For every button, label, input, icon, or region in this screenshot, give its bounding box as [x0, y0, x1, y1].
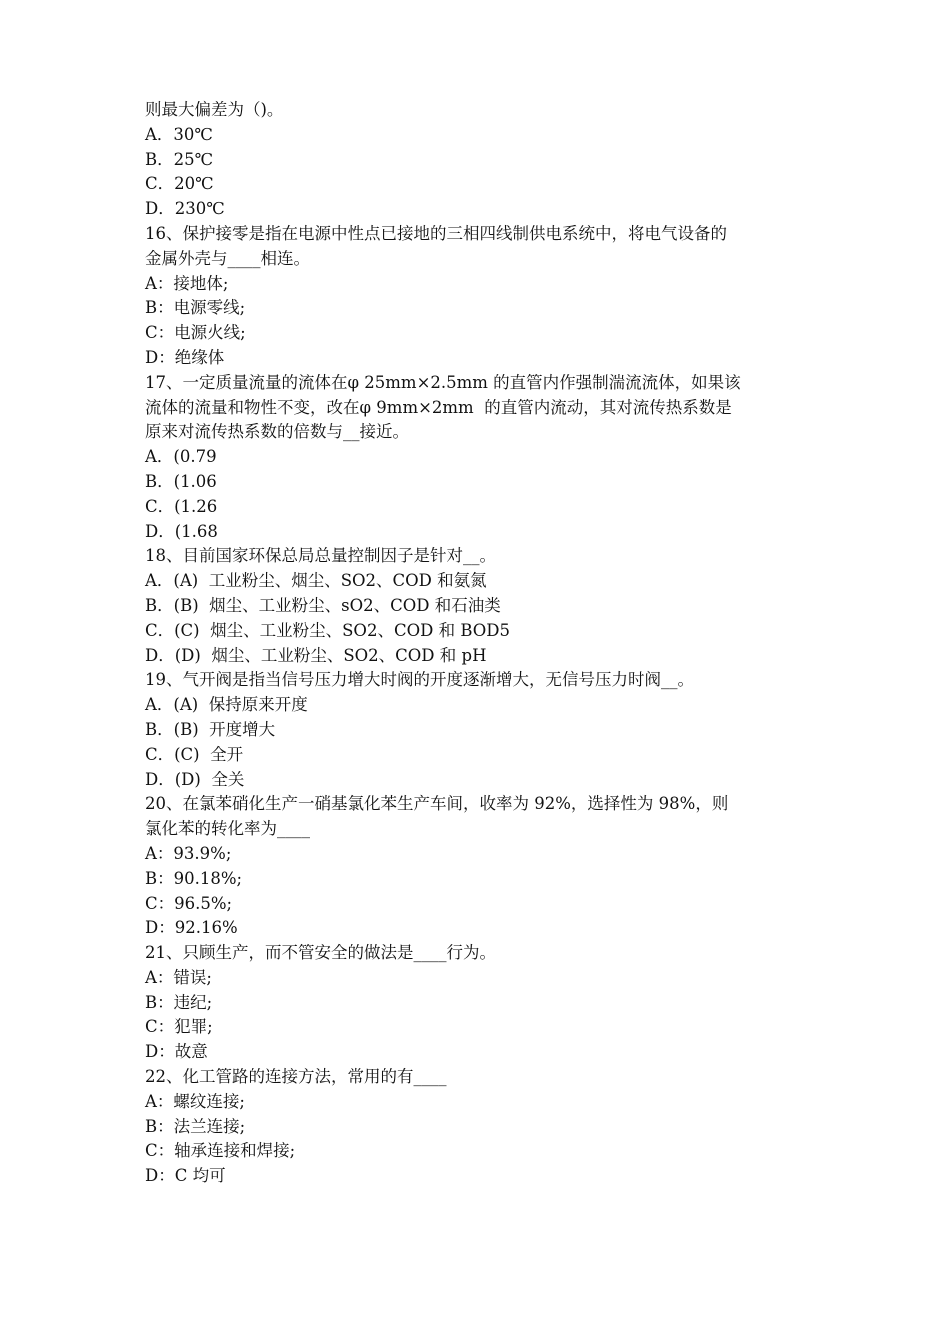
- option-b: B．(B) 烟尘、工业粉尘、sO2、COD 和石油类: [145, 595, 501, 615]
- option-d: D．230℃: [145, 199, 225, 219]
- option-d: D．(D) 烟尘、工业粉尘、SO2、COD 和 pH: [145, 645, 487, 665]
- question-text-line: 16、保护接零是指在电源中性点已接地的三相四线制供电系统中，将电气设备的: [145, 223, 727, 243]
- question-text-line: 19、气开阀是指当信号压力增大时阀的开度逐渐增大，无信号压力时阀__。: [145, 670, 694, 690]
- question-text-line: 流体的流量和物性不变，改在φ 9mm×2mm 的直管内流动，其对流传热系数是: [145, 397, 732, 417]
- question-21: [145, 941, 810, 1065]
- option-d: D：绝缘体: [145, 347, 225, 367]
- question-text-line: 则最大偏差为（)。: [145, 100, 284, 119]
- option-a: A：93.9%;: [145, 843, 232, 863]
- question-16: [145, 222, 810, 371]
- question-fragment: [145, 98, 810, 222]
- question-text-line: 原来对流传热系数的倍数与__接近。: [145, 422, 409, 442]
- question-text-line: 金属外壳与____相连。: [145, 248, 310, 268]
- option-a: A．(A) 工业粉尘、烟尘、SO2、COD 和氨氮: [145, 571, 487, 591]
- question-text-line: 22、化工管路的连接方法，常用的有____: [145, 1067, 447, 1087]
- option-c: C：电源火线;: [145, 323, 246, 343]
- option-d: D．(D) 全关: [145, 769, 245, 789]
- question-text-line: 18、目前国家环保总局总量控制因子是针对__。: [145, 546, 496, 566]
- option-c: C．20℃: [145, 174, 214, 194]
- option-a: A．(A) 保持原来开度: [145, 695, 308, 715]
- option-b: B．(B) 开度增大: [145, 719, 276, 739]
- option-d: D：故意: [145, 1042, 208, 1062]
- document-page: [145, 98, 810, 1189]
- option-d: D：92.16%: [145, 918, 238, 938]
- option-c: C．(C) 烟尘、工业粉尘、SO2、COD 和 BOD5: [145, 620, 510, 640]
- option-c: C：96.5%;: [145, 893, 233, 913]
- option-a: A：错误;: [145, 967, 212, 987]
- question-19: [145, 668, 810, 792]
- question-18: [145, 544, 810, 668]
- question-22: [145, 1065, 810, 1189]
- option-c: C．(1.26: [145, 496, 218, 516]
- option-a: A．(0.79: [145, 447, 217, 467]
- option-c: C：轴承连接和焊接;: [145, 1141, 296, 1161]
- option-d: D．(1.68: [145, 521, 218, 541]
- option-b: B：电源零线;: [145, 298, 246, 318]
- question-20: [145, 792, 810, 941]
- option-b: B．(1.06: [145, 471, 217, 491]
- option-c: C：犯罪;: [145, 1017, 213, 1037]
- question-text-line: 17、一定质量流量的流体在φ 25mm×2.5mm 的直管内作强制湍流流体，如果该: [145, 372, 741, 392]
- question-text-line: 20、在氯苯硝化生产一硝基氯化苯生产车间，收率为 92%，选择性为 98%，则: [145, 794, 729, 814]
- option-b: B：90.18%;: [145, 868, 243, 888]
- option-b: B：违纪;: [145, 992, 213, 1012]
- option-d: D：C 均可: [145, 1166, 226, 1186]
- question-17: [145, 371, 810, 545]
- option-a: A．30℃: [145, 124, 213, 144]
- option-c: C．(C) 全开: [145, 744, 244, 764]
- question-text-line: 21、只顾生产，而不管安全的做法是____行为。: [145, 943, 496, 963]
- option-a: A：螺纹连接;: [145, 1091, 245, 1111]
- option-a: A：接地体;: [145, 273, 229, 293]
- option-b: B．25℃: [145, 149, 214, 169]
- question-text-line: 氯化苯的转化率为____: [145, 819, 310, 839]
- option-b: B：法兰连接;: [145, 1116, 246, 1136]
